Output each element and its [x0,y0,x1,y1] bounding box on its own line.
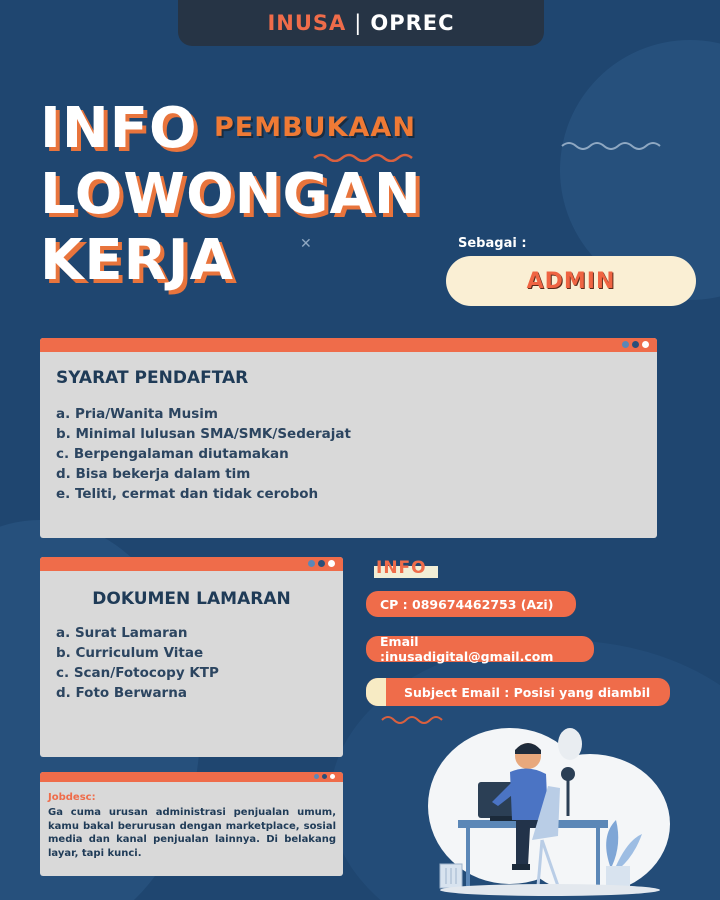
info-heading [372,558,438,578]
email-subject-text: Subject Email : Posisi yang diambil [404,684,651,700]
role-value: ADMIN [526,268,616,294]
headline-lowongan: LOWONGAN [40,162,422,227]
list-item: e. Teliti, cermat dan tidak ceroboh [56,486,319,502]
documents-list [56,623,219,703]
window-titlebar [40,557,343,571]
brand-name: INUSA [267,11,347,35]
person-at-desk-illustration [420,716,720,900]
window-dots [308,560,335,567]
window-dot-icon [322,774,327,779]
contact-phone-text: CP : 089674462753 (Azi) [380,596,554,612]
list-item: a. Surat Lamaran [56,625,188,641]
contact-phone [366,591,576,617]
requirements-panel [40,338,657,538]
window-dot-icon [330,774,335,779]
squiggle-decoration [560,138,670,150]
list-item: c. Berpengalaman diutamakan [56,446,289,462]
header-separator: | [354,11,363,35]
window-dot-icon [308,560,315,567]
contact-email [366,636,594,662]
list-item: d. Foto Berwarna [56,685,187,701]
window-dot-icon [328,560,335,567]
header-tab [178,0,544,46]
window-dot-icon [622,341,629,348]
requirements-list [56,404,351,504]
window-dots [314,774,335,779]
list-item: c. Scan/Fotocopy KTP [56,665,219,681]
window-titlebar [40,772,343,782]
info-heading-text: INFO [376,558,427,578]
window-dots [622,341,649,348]
headline-pembukaan: PEMBUKAAN [214,112,416,143]
headline-info: INFO [40,96,198,161]
headline-kerja: KERJA [40,228,234,293]
contact-email-text: Email :inusadigital@gmail.com [380,634,554,664]
window-dot-icon [314,774,319,779]
list-item: b. Minimal lulusan SMA/SMK/Sederajat [56,426,351,442]
squiggle-decoration [312,150,422,162]
jobdesc-panel [40,772,343,876]
email-subject [366,678,670,706]
jobdesc-text: Ga cuma urusan administrasi penjualan umum, kamu bakal berurusan dengan marketplace, sosial media dan kanal penjualan lainnya. Di belakang layar, tapi kunci. [48,807,336,859]
documents-panel [40,557,343,757]
window-titlebar [40,338,657,352]
list-item: a. Pria/Wanita Musim [56,406,218,422]
jobdesc-label: Jobdesc: [48,792,96,803]
requirements-title: SYARAT PENDAFTAR [56,368,249,388]
pill-cap [366,678,386,706]
header-tag: OPREC [370,11,455,35]
documents-title: DOKUMEN LAMARAN [92,589,291,609]
x-decoration: ✕ [300,236,312,252]
list-item: b. Curriculum Vitae [56,645,204,661]
window-dot-icon [642,341,649,348]
role-label: Sebagai : [458,236,527,251]
role-badge [446,256,696,306]
window-dot-icon [318,560,325,567]
list-item: d. Bisa bekerja dalam tim [56,466,251,482]
window-dot-icon [632,341,639,348]
